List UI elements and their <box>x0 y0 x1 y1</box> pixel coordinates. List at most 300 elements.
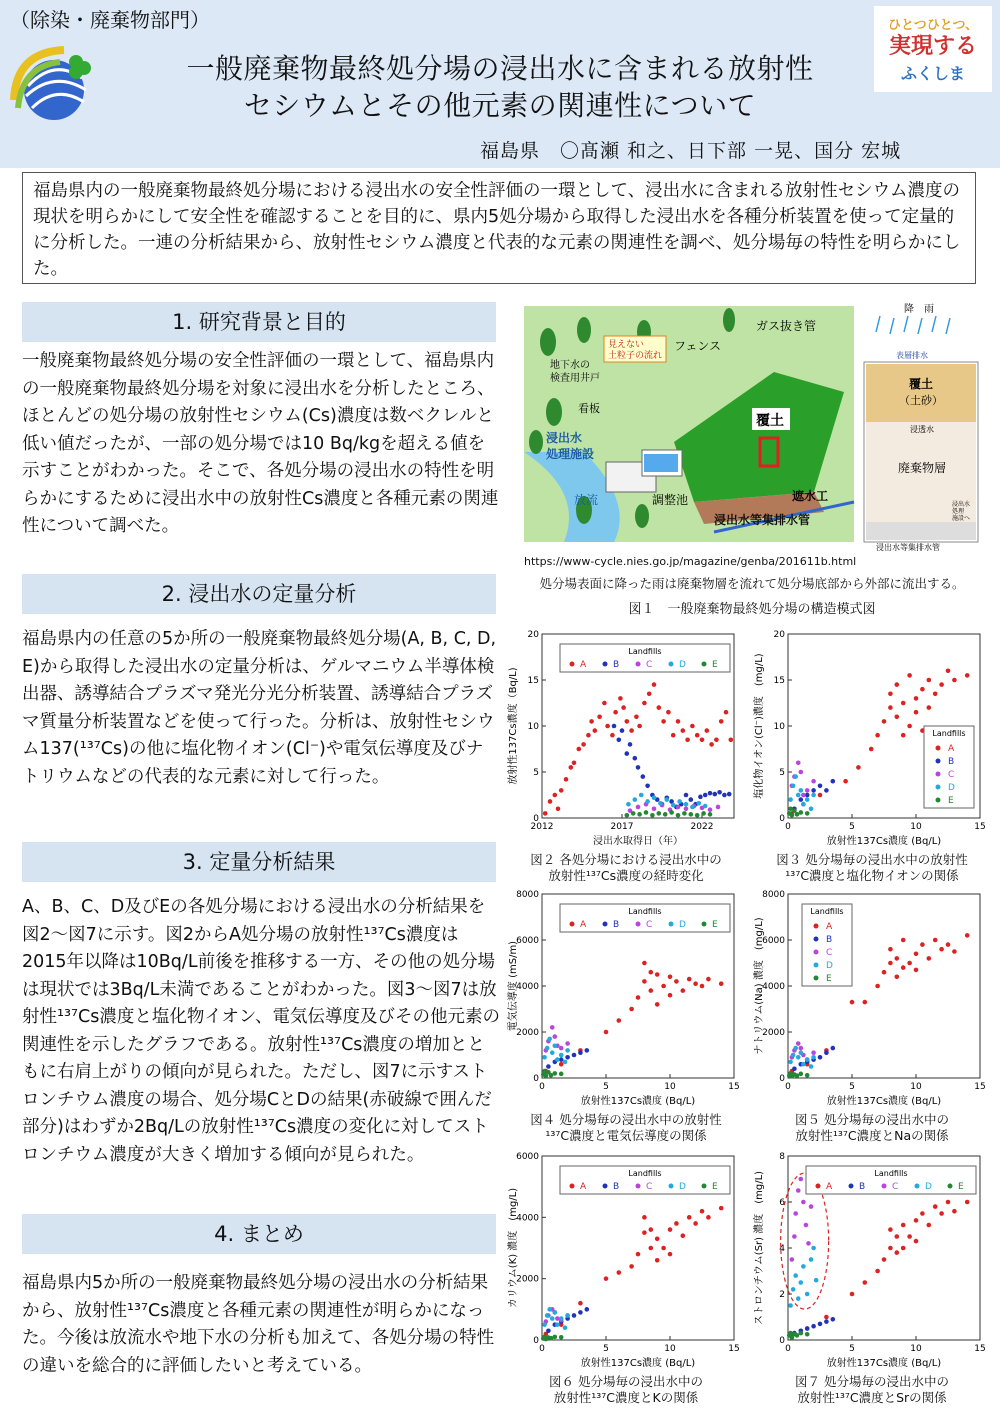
legend-label-C: C <box>826 948 833 958</box>
data-point-C <box>805 788 810 793</box>
legend-label-D: D <box>679 920 686 930</box>
data-point-A <box>914 1239 919 1244</box>
data-point-A <box>617 1270 622 1275</box>
fig1-label-rain: 降 雨 <box>904 304 934 315</box>
data-point-A <box>604 1276 609 1281</box>
legend-marker-D <box>669 1184 674 1189</box>
data-point-D <box>550 1050 555 1055</box>
chart-fig4 <box>506 886 746 1108</box>
data-point-A <box>895 1234 900 1239</box>
data-point-A <box>617 1018 622 1023</box>
legend-marker-E <box>702 662 707 667</box>
data-point-A <box>649 1246 654 1251</box>
chart-fig3 <box>752 626 992 848</box>
x-tick-label: 0 <box>785 1082 791 1092</box>
legend-marker-D <box>915 1184 920 1189</box>
data-point-A <box>687 977 692 982</box>
legend-label-D: D <box>679 660 686 670</box>
x-axis-label: 放射性137Cs濃度 (Bq/L) <box>580 1096 696 1107</box>
fig1-label-fence: フェンス <box>674 339 722 353</box>
data-point-A <box>578 1301 583 1306</box>
fig1-caption: 図１ 一般廃棄物最終処分場の構造模式図 <box>628 602 876 617</box>
x-tick-label: 0 <box>785 822 791 832</box>
data-point-A <box>907 961 912 966</box>
data-point-E <box>559 1335 564 1340</box>
caption-line: 図４ 処分場毎の浸出水中の放射性 <box>530 1112 722 1127</box>
y-tick-label: 0 <box>533 814 539 824</box>
data-point-A <box>700 1209 705 1214</box>
data-point-D <box>553 1310 558 1315</box>
data-point-B <box>824 788 829 793</box>
legend-marker-A <box>570 1184 575 1189</box>
data-point-B <box>620 728 625 733</box>
legend-marker-A <box>570 922 575 927</box>
fig1-label-well: 地下水の <box>550 360 590 371</box>
data-point-B <box>799 797 804 802</box>
legend-marker-D <box>936 785 941 790</box>
data-point-A <box>700 984 705 989</box>
fig1-label-percolation: 浸透水 <box>910 425 934 434</box>
data-point-A <box>719 719 724 724</box>
data-point-B <box>811 788 816 793</box>
data-point-A <box>642 961 647 966</box>
data-point-B <box>818 784 823 789</box>
data-point-A <box>920 1211 925 1216</box>
data-point-A <box>824 1315 829 1320</box>
data-point-D <box>703 804 708 809</box>
data-point-D <box>545 1046 550 1051</box>
data-point-A <box>629 1007 634 1012</box>
x-tick-label: 15 <box>974 822 986 832</box>
data-point-E <box>799 810 804 815</box>
section-body: 福島県内の任意の5か所の一般廃棄物最終処分場(A, B, C, D, E)から取得した浸出水の定量分析は、ゲルマニウム半導体検出器、誘導結合プラズマ発光分光分析装置、誘導結合プラズマ質量分析装置などを使って行った。分析は、放射性セシウム137(¹³⁷Cs)の他に塩化物イオン(Cl⁻)や電気伝導度及びナトリウムなどの代表的な元素に対して行った。 <box>22 629 497 787</box>
data-point-A <box>681 1233 686 1238</box>
x-axis-label: 放射性137Cs濃度 (Bq/L) <box>826 836 942 847</box>
legend-label-C: C <box>646 1182 653 1192</box>
data-point-E <box>689 812 694 817</box>
data-point-B <box>572 1313 577 1318</box>
data-point-A <box>548 799 553 804</box>
data-point-A <box>965 1200 970 1205</box>
data-point-A <box>647 692 652 697</box>
fig1-label-invisible: 見えない <box>608 340 645 350</box>
x-axis-label: 放射性137Cs濃度 (Bq/L) <box>580 1358 696 1369</box>
data-point-C <box>801 793 806 798</box>
data-point-A <box>604 1030 609 1035</box>
data-point-A <box>613 710 618 715</box>
slogan-logo <box>874 6 992 92</box>
data-point-C <box>559 1046 564 1051</box>
legend-marker-C <box>636 922 641 927</box>
legend-label-E: E <box>712 660 718 670</box>
data-point-A <box>695 733 700 738</box>
legend-marker-E <box>948 1184 953 1189</box>
data-point-D <box>793 774 798 779</box>
fig6-caption <box>506 1374 746 1406</box>
data-point-A <box>888 961 893 966</box>
fig1-label-treatment-small: 浸出水 <box>952 501 971 508</box>
poster-title <box>110 50 890 124</box>
x-tick-label: 10 <box>664 1082 676 1092</box>
caption-line: 図２ 各処分場における浸出水中の <box>530 852 722 867</box>
data-point-D <box>805 1057 810 1062</box>
x-tick-label: 5 <box>603 1344 609 1354</box>
data-point-A <box>927 956 932 961</box>
legend-marker-B <box>603 922 608 927</box>
data-point-B <box>713 792 718 797</box>
legend-marker-A <box>814 924 819 929</box>
legend-label-D: D <box>679 1182 686 1192</box>
fig1-label-drain-small: 浸出水等集排水管 <box>876 543 940 552</box>
legend-marker-A <box>936 746 941 751</box>
data-point-B <box>546 1329 551 1334</box>
data-point-D <box>796 1296 801 1301</box>
data-point-E <box>805 1073 810 1078</box>
fig1-label-cover-soil-detail: （土砂） <box>899 394 943 407</box>
data-point-D <box>658 801 663 806</box>
data-point-A <box>610 733 615 738</box>
data-point-A <box>920 942 925 947</box>
data-point-D <box>553 1044 558 1049</box>
data-point-A <box>705 728 710 733</box>
data-point-C <box>796 1188 801 1193</box>
data-point-A <box>655 972 660 977</box>
data-point-A <box>569 765 574 770</box>
data-point-A <box>875 733 880 738</box>
data-point-E <box>805 811 810 816</box>
data-point-A <box>674 979 679 984</box>
legend-marker-D <box>814 963 819 968</box>
caption-line: 図５ 処分場毎の浸出水中の <box>795 1112 949 1127</box>
data-point-A <box>693 981 698 986</box>
data-point-A <box>655 1237 660 1242</box>
data-point-A <box>556 807 561 812</box>
data-point-A <box>946 942 951 947</box>
data-point-A <box>668 993 673 998</box>
data-point-A <box>649 970 654 975</box>
data-point-B <box>722 793 727 798</box>
caption-line: 放射性¹³⁷C濃度とKの関係 <box>553 1390 699 1405</box>
caption-line: ¹³⁷C濃度と電気伝導度の関係 <box>545 1128 707 1143</box>
data-point-A <box>724 710 729 715</box>
data-point-B <box>818 1055 823 1060</box>
data-point-A <box>882 1257 887 1262</box>
data-point-D <box>788 1060 793 1065</box>
data-point-C <box>811 779 816 784</box>
data-point-A <box>586 733 591 738</box>
data-point-A <box>668 975 673 980</box>
data-point-C <box>684 807 689 812</box>
data-point-C <box>799 770 804 775</box>
data-point-A <box>914 710 919 715</box>
x-tick-label: 0 <box>539 1344 545 1354</box>
data-point-A <box>700 738 705 743</box>
x-tick-label: 0 <box>785 1344 791 1354</box>
data-point-A <box>709 742 714 747</box>
legend-label-E: E <box>958 1182 964 1192</box>
data-point-A <box>952 678 957 683</box>
y-axis-label: ナトリウム(Na) 濃度 (mg/L) <box>754 917 765 1055</box>
legend-marker-E <box>936 798 941 803</box>
data-point-C <box>553 1034 558 1039</box>
y-tick-label: 2 <box>779 1290 785 1300</box>
chart-fig5 <box>752 886 992 1108</box>
legend-label-A: A <box>948 744 955 754</box>
data-point-A <box>888 947 893 952</box>
data-point-D <box>809 807 814 812</box>
data-point-D <box>793 1273 798 1278</box>
data-point-A <box>581 742 586 747</box>
data-point-D <box>805 797 810 802</box>
data-point-C <box>550 1025 555 1030</box>
data-point-E <box>553 1335 558 1340</box>
data-point-D <box>565 1048 570 1053</box>
data-point-D <box>555 1057 560 1062</box>
legend-marker-D <box>669 662 674 667</box>
y-tick-label: 0 <box>779 814 785 824</box>
data-point-A <box>856 765 861 770</box>
legend-marker-B <box>814 937 819 942</box>
data-point-D <box>805 1292 810 1297</box>
y-tick-label: 4000 <box>516 982 539 992</box>
data-point-D <box>684 802 689 807</box>
data-point-A <box>637 724 642 729</box>
data-point-E <box>625 813 630 818</box>
fig1-label-waste-layer: 廃棄物層 <box>898 461 947 475</box>
x-tick-label: 0 <box>539 1082 545 1092</box>
data-point-A <box>888 705 893 710</box>
y-tick-label: 2000 <box>516 1028 539 1038</box>
chart-fig7 <box>752 1148 992 1370</box>
data-point-A <box>642 1215 647 1220</box>
data-point-C <box>792 1234 797 1239</box>
data-point-C <box>652 807 657 812</box>
abstract-box: 福島県内の一般廃棄物最終処分場における浸出水の安全性評価の一環として、浸出水に含まれる放射性セシウム濃度の現状を明らかにして安全性を確認することを目的に、県内5処分場から取得した浸出水を各種分析装置を使って定量的に分析した。一連の分析結果から、放射性セシウム濃度と代表的な元素の関連性を調べ、処分場毎の特性を明らかにした。 <box>22 172 976 284</box>
data-point-D <box>547 1037 552 1042</box>
data-point-D <box>811 793 816 798</box>
section-body: 一般廃棄物最終処分場の安全性評価の一環として、福島県内の一般廃棄物最終処分場を対象に浸出水を分析したところ、ほとんどの処分場の放射性セシウム(Cs)濃度は数ベクレルと低い値だったが、一部の処分場では10 Bq/kgを超える値を示すことがわかった。そこで、各処分場の浸出水の特性を明らかにするために浸出水中の放射性Cs濃度と各種元素の関連性について調べた。 <box>22 351 499 536</box>
data-point-A <box>895 1250 900 1255</box>
data-point-A <box>907 1234 912 1239</box>
data-point-A <box>593 728 598 733</box>
legend-marker-C <box>814 950 819 955</box>
y-tick-label: 0 <box>779 1074 785 1084</box>
data-point-A <box>693 1221 698 1226</box>
legend-marker-A <box>570 662 575 667</box>
section-heading: 1. 研究背景と目的 <box>22 302 496 342</box>
x-tick-label: 10 <box>910 1082 922 1092</box>
data-point-B <box>824 1319 829 1324</box>
data-point-A <box>618 696 623 701</box>
y-tick-label: 20 <box>773 630 785 640</box>
data-point-B <box>585 1048 590 1053</box>
legend-label-A: A <box>580 1182 587 1192</box>
fig7-caption <box>752 1374 992 1406</box>
data-point-A <box>666 710 671 715</box>
y-tick-label: 6000 <box>762 936 785 946</box>
x-tick-label: 5 <box>603 1082 609 1092</box>
y-tick-label: 0 <box>533 1074 539 1084</box>
y-tick-label: 10 <box>527 722 539 732</box>
data-point-A <box>605 724 610 729</box>
department-label: （除染・廃棄物部門） <box>10 8 210 32</box>
data-point-C <box>799 1177 804 1182</box>
fig1-label-gas-pipe: ガス抜き管 <box>756 319 817 333</box>
data-point-A <box>729 738 734 743</box>
fig1-label-invisible: 土粒子の流れ <box>608 351 663 361</box>
section-heading: 4. まとめ <box>22 1214 496 1254</box>
caption-line: 放射性¹³⁷Cs濃度の経時変化 <box>548 868 704 883</box>
data-point-A <box>655 1002 660 1007</box>
legend-label-B: B <box>613 920 620 930</box>
data-point-A <box>629 728 634 733</box>
legend-marker-C <box>636 662 641 667</box>
fig1-label-treatment: 処理施設 <box>546 447 595 461</box>
legend-title: Landfills <box>810 907 844 916</box>
y-tick-label: 8000 <box>762 890 785 900</box>
data-point-A <box>914 1218 919 1223</box>
caption-line: 図６ 処分場毎の浸出水中の <box>549 1374 703 1389</box>
fig1-url: https://www-cycle.nies.go.jp/magazine/genba/201611b.html <box>524 555 857 568</box>
data-point-A <box>901 1246 906 1251</box>
data-point-C <box>676 805 681 810</box>
fig1-label-treatment-small: 施設へ <box>952 515 971 522</box>
data-point-B <box>578 1310 583 1315</box>
data-point-D <box>793 1046 798 1051</box>
caption-line: 放射性¹³⁷C濃度とNaの関係 <box>795 1128 949 1143</box>
data-point-D <box>547 1307 552 1312</box>
legend-marker-B <box>603 1184 608 1189</box>
x-axis-label: 放射性137Cs濃度 (Bq/L) <box>826 1358 942 1369</box>
title-line: セシウムとその他元素の関連性について <box>243 89 757 122</box>
data-point-C <box>796 1041 801 1046</box>
data-point-A <box>577 747 582 752</box>
fig3-caption <box>752 852 992 884</box>
legend-label-B: B <box>826 935 833 945</box>
data-point-C <box>793 1211 798 1216</box>
y-tick-label: 15 <box>527 676 539 686</box>
legend-label-C: C <box>646 920 653 930</box>
data-point-A <box>649 988 654 993</box>
data-point-A <box>706 977 711 982</box>
legend-label-B: B <box>613 1182 620 1192</box>
data-point-B <box>727 792 732 797</box>
x-tick-label: 10 <box>910 822 922 832</box>
caption-line: 図３ 処分場毎の浸出水中の放射性 <box>776 852 968 867</box>
data-point-A <box>933 1204 938 1209</box>
legend-label-E: E <box>948 796 954 806</box>
data-point-A <box>939 947 944 952</box>
data-point-B <box>831 1046 836 1051</box>
data-point-D <box>671 803 676 808</box>
y-axis-label: 放射性137Cs濃度（Bq/L) <box>508 667 519 785</box>
data-point-A <box>895 715 900 720</box>
y-tick-label: 4000 <box>762 982 785 992</box>
data-point-A <box>850 1000 855 1005</box>
data-point-A <box>602 701 607 706</box>
data-point-A <box>952 1209 957 1214</box>
data-point-E <box>644 810 649 815</box>
authors: 福島県 〇髙瀬 和之、日下部 一晃、国分 宏城 <box>480 140 902 162</box>
data-point-E <box>559 1072 564 1077</box>
data-point-D <box>559 1053 564 1058</box>
y-tick-label: 2000 <box>516 1274 539 1285</box>
y-tick-label: 5 <box>533 768 539 778</box>
data-point-A <box>642 979 647 984</box>
x-tick-label: 15 <box>974 1082 986 1092</box>
legend-label-D: D <box>826 961 833 971</box>
data-point-A <box>690 724 695 729</box>
data-point-A <box>559 1062 564 1067</box>
legend-marker-E <box>702 1184 707 1189</box>
data-point-A <box>907 724 912 729</box>
data-point-C <box>708 807 713 812</box>
legend-label-A: A <box>826 1182 833 1192</box>
data-point-D <box>665 797 670 802</box>
chart-fig6 <box>506 1148 746 1370</box>
legend-label-A: A <box>580 920 587 930</box>
legend-label-D: D <box>948 783 955 793</box>
data-point-A <box>882 970 887 975</box>
data-point-A <box>933 938 938 943</box>
x-tick-label: 2022 <box>690 822 714 832</box>
caption-line: ¹³⁷C濃度と塩化物イオンの関係 <box>785 868 959 883</box>
data-point-D <box>801 802 806 807</box>
data-point-C <box>799 1046 804 1051</box>
data-point-C <box>790 1257 795 1262</box>
fig1-label-cover-soil-detail: 覆土 <box>908 377 934 391</box>
data-point-D <box>555 1322 560 1327</box>
data-point-D <box>645 799 650 804</box>
data-point-E <box>695 813 700 818</box>
data-point-A <box>714 738 719 743</box>
data-point-A <box>661 719 666 724</box>
fig1-label-sign: 看板 <box>578 402 600 415</box>
section-heading: 2. 浸出水の定量分析 <box>22 574 496 614</box>
data-point-E <box>669 810 674 815</box>
data-point-D <box>626 802 631 807</box>
data-point-B <box>633 756 638 761</box>
legend-label-A: A <box>580 660 587 670</box>
data-point-E <box>795 1333 800 1338</box>
fig4-caption <box>506 1112 746 1144</box>
data-point-B <box>703 793 708 798</box>
y-tick-label: 15 <box>773 676 785 686</box>
y-tick-label: 2000 <box>762 1028 785 1038</box>
poster-header <box>0 0 1000 168</box>
data-point-D <box>639 793 644 798</box>
y-axis-label: 塩化物イオン(Cl⁻)濃度 (mg/L) <box>754 653 765 799</box>
data-point-A <box>719 981 724 986</box>
data-point-A <box>636 995 641 1000</box>
data-point-A <box>914 968 919 973</box>
fig1-note: 処分場表面に降った雨は廃棄物層を流れて処分場底部から外部に流出する。 <box>539 576 965 591</box>
data-point-C <box>806 1241 811 1246</box>
data-point-C <box>636 805 641 810</box>
data-point-B <box>628 742 633 747</box>
data-point-D <box>563 1325 568 1330</box>
data-point-A <box>901 938 906 943</box>
data-point-A <box>927 1223 932 1228</box>
data-point-A <box>946 1200 951 1205</box>
data-point-D <box>791 1053 796 1058</box>
fig1-label-surface: 表層排水 <box>896 351 928 360</box>
data-point-D <box>796 1055 801 1060</box>
data-point-A <box>927 705 932 710</box>
legend-marker-A <box>816 1184 821 1189</box>
data-point-A <box>629 1264 634 1269</box>
data-point-A <box>888 1227 893 1232</box>
